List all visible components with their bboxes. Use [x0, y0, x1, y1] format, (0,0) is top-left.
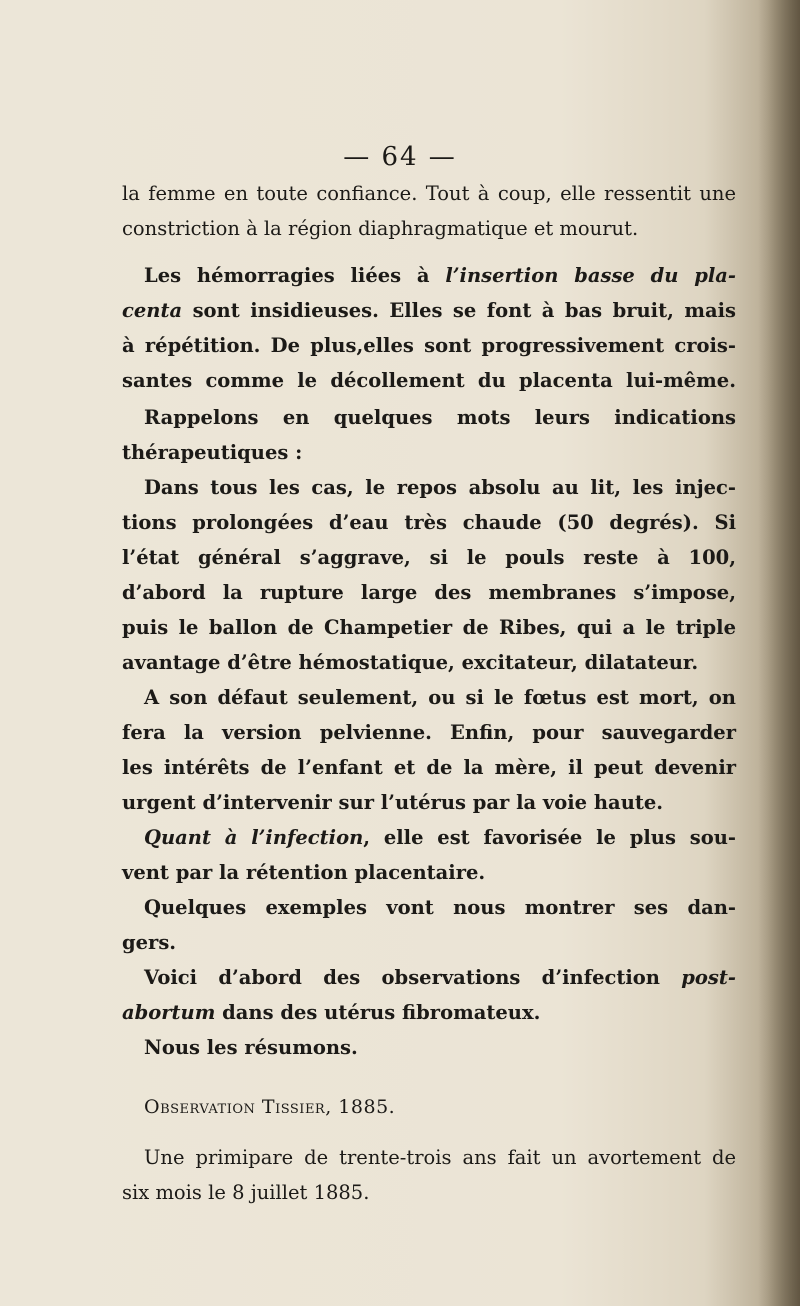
italic-fragment: Quant à l’infection	[144, 826, 364, 849]
italic-fragment: l’insertion basse du pla-	[445, 264, 737, 287]
text-line	[122, 258, 736, 293]
text-fragment: Rappelons en quelques mots leurs indications	[144, 406, 736, 429]
text-line: à répétition. De plus,elles sont progressivement crois-	[122, 334, 736, 357]
text-fragment: Une primipare de trente-trois ans fait un avortement de	[144, 1146, 736, 1169]
text-line	[122, 293, 736, 328]
text-line: urgent d’intervenir sur l’utérus par la voie haute.	[122, 791, 664, 814]
text-line: les intérêts de l’enfant et de la mère, il peut devenir	[122, 756, 736, 779]
text-fragment: Nous les résumons.	[144, 1036, 358, 1059]
page-number: — 64 —	[343, 142, 457, 172]
paragraph-indications	[122, 400, 736, 470]
text-line	[122, 960, 736, 995]
text-line	[122, 470, 736, 505]
paragraph-infection	[122, 820, 736, 890]
text-line	[122, 995, 736, 1030]
text-line: santes comme le décollement du placenta lui-même.	[122, 369, 736, 392]
text-line: puis le ballon de Champetier de Ribes, qui a le triple	[122, 616, 736, 639]
text-line: gers.	[122, 931, 177, 954]
text-fragment: sont insidieuses. Elles se font à bas bruit, mais	[182, 299, 736, 322]
closing-paragraph	[122, 1140, 736, 1210]
paragraph-treatment	[122, 470, 736, 680]
italic-fragment: post-	[681, 966, 736, 989]
text-line	[122, 1140, 736, 1175]
text-line: constriction à la région diaphragmatique et mourut.	[122, 217, 639, 240]
paragraph-summary	[122, 1030, 736, 1065]
text-fragment: Les hémorragies liées à	[144, 264, 446, 287]
text-fragment: Voici d’abord des observations d’infection	[144, 966, 682, 989]
text-line	[122, 890, 736, 925]
text-line: tions prolongées d’eau très chaude (50 degrés). Si	[122, 511, 736, 534]
text-fragment: Quelques exemples vont nous montrer ses dan-	[144, 896, 736, 919]
text-line	[122, 400, 736, 435]
text-line: fera la version pelvienne. Enfin, pour sauvegarder	[122, 721, 736, 744]
italic-fragment: centa	[122, 299, 183, 322]
observation-heading	[144, 1096, 395, 1118]
paragraph-examples	[122, 890, 736, 960]
text-line: avantage d’être hémostatique, excitateur, dilatateur.	[122, 651, 699, 674]
text-fragment: dans des utérus fibromateux.	[215, 1001, 541, 1024]
paragraph-hemorrhage	[122, 258, 736, 398]
text-line: la femme en toute confiance. Tout à coup, elle ressentit une	[122, 182, 736, 205]
text-fragment: , elle est favorisée le plus sou-	[363, 826, 736, 849]
italic-fragment: abortum	[122, 1001, 216, 1024]
intro-paragraph	[122, 176, 736, 246]
observation-year: , 1885.	[325, 1096, 396, 1118]
paragraph-version	[122, 680, 736, 820]
text-line	[122, 1030, 736, 1065]
text-line: six mois le 8 juillet 1885.	[122, 1181, 370, 1204]
text-line: thérapeutiques :	[122, 441, 303, 464]
paragraph-observations	[122, 960, 736, 1030]
text-fragment: A son défaut seulement, ou si le fœtus est mort, on	[144, 686, 736, 709]
page-edge-shadow	[758, 0, 800, 1306]
text-line	[122, 680, 736, 715]
text-line	[122, 820, 736, 855]
observation-label: Observation Tissier	[144, 1096, 326, 1118]
text-line: d’abord la rupture large des membranes s’impose,	[122, 581, 736, 604]
text-line: l’état général s’aggrave, si le pouls reste à 100,	[122, 546, 736, 569]
text-fragment: Dans tous les cas, le repos absolu au lit, les injec-	[144, 476, 736, 499]
text-line: vent par la rétention placentaire.	[122, 861, 486, 884]
